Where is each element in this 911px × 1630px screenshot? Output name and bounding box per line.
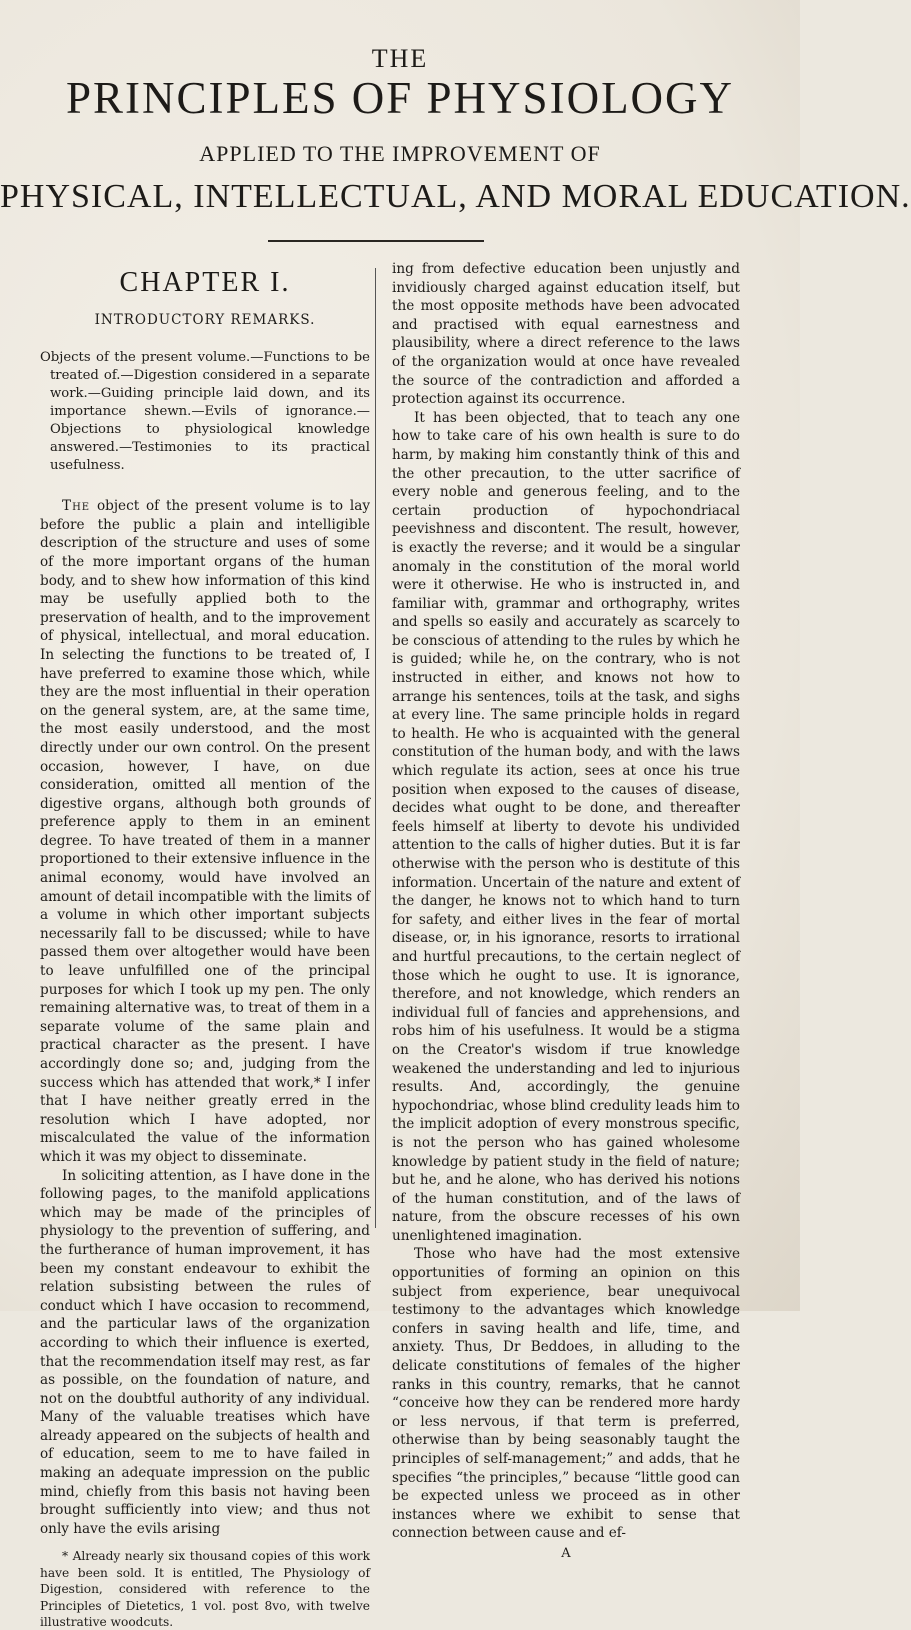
chapter-summary: Objects of the present volume.—Functions to be treated of.—Digestion considered in a separate work.—Guiding principle laid down, and its importance shewn.—Evils of ignorance.—Objections to physiological knowledge answered.—Testimonies to its practical usefulness. xyxy=(40,350,370,474)
footnote: * Already nearly six thousand copies of this work have been sold. It is entitled, The Physiology of Digestion, considered with reference to the Principles of Dietetics, 1 vol. post 8vo, with twelve illustrative woodcuts. xyxy=(40,1549,370,1630)
right-column xyxy=(392,260,740,1564)
paragraph: Those who have had the most extensive opportunities of forming an opinion on this subject from experience, bear unequivocal testimony to the advantages which knowledge confers in saving health and life, time, and anxiety. Thus, Dr Beddoes, in alluding to the delicate constitutions of females of the higher ranks in this country, remarks, that he cannot “conceive how they can be rendered more hardy or less nervous, if that term is preferred, otherwise than by being seasonably taught the principles of self-management;” and adds, that he specifies “the principles,” because “little good can be expected unless we proceed as in other instances where we exhibit to sense that connection between cause and ef- xyxy=(392,1246,740,1542)
paragraph xyxy=(40,497,370,1166)
paragraph: It has been objected, that to teach any one how to take care of his own health is sure to do harm, by making him constantly think of this and the other precaution, to the utter sacrifice of every noble and generous feeling, and to the certain production of hypochondriacal peevishness and discontent. The result, however, is exactly the reverse; and it would be a singular anomaly in the constitution of the moral world were it otherwise. He who is instructed in, and familiar with, grammar and orthography, writes and spells so easily and accurately as scarcely to be conscious of attending to the rules by which he is guided; while he, on the contrary, who is not instructed in either, and knows not how to arrange his sentences, toils at the task, and sighs at every line. The same principle holds in regard to health. He who is acquainted with the general constitution of the human body, and with the laws which regulate its action, sees at once his true position when exposed to the causes of disease, decides what ought to be done, and thereafter feels himself at liberty to devote his undivided attention to the calls of higher duties. But it is far otherwise with the person who is destitute of this information. Uncertain of the nature and extent of the danger, he knows not to which hand to turn for safety, and either lives in the fear of mortal disease, or, in his ignorance, resorts to irrational and hurtful precautions, to the certain neglect of those which he ought to use. It is ignorance, therefore, and not knowledge, which renders an individual full of fancies and apprehensions, and robs him of his usefulness. It would be a stigma on the Creator's wisdom if true knowledge weakened the understanding and led to injurious results. And, accordingly, the genuine hypochondriac, whose blind credulity leads him to the implicit adoption of every monstrous specific, is not the person who has gained wholesome knowledge by patient study in the field of nature; but he, and he alone, who has derived his notions of the human constitution, and of the laws of nature, from the obscure recesses of his own unenlightened imagination. xyxy=(392,409,740,1244)
title-applied-line: APPLIED TO THE IMPROVEMENT OF xyxy=(199,141,601,166)
chapter-heading: CHAPTER I. xyxy=(119,267,291,298)
column-divider xyxy=(375,268,376,1228)
left-column xyxy=(40,260,370,1630)
book-subtitle: PHYSICAL, INTELLECTUAL, AND MORAL EDUCATION. xyxy=(0,178,911,215)
title-rule xyxy=(268,240,484,242)
signature-mark: A xyxy=(561,1545,571,1561)
paragraph: ing from defective education been unjustly and invidiously charged against education itself, but the most opposite methods have been advocated and practised with equal earnestness and plausibility, where a direct reference to the laws of the organization would at once have revealed the source of the contradiction and afforded a protection against its occurrence. xyxy=(392,261,740,408)
section-title: INTRODUCTORY REMARKS. xyxy=(94,311,316,328)
header-the: THE xyxy=(371,44,429,73)
paragraph-lead: The xyxy=(62,498,91,515)
paragraph-text: object of the present volume is to lay before the public a plain and intelligible description of the structure and uses of some of the more important organs of the human body, and to shew how information of this kind may be usefully applied both to the preservation of health, and to the improvement of physical, intellectual, and moral education. In selecting the functions to be treated of, I have preferred to examine those which, while they are the most influential in their operation on the general system, are, at the same time, the most easily understood, and the most directly under our own control. On the present occasion, however, I have, on due consideration, omitted all mention of the digestive organs, although both grounds of preference apply to them in an eminent degree. To have treated of them in a manner proportioned to their extensive influence in the animal economy, would have involved an amount of detail incompatible with the limits of a volume in which other important subjects necessarily fall to be discussed; while to have passed them over altogether would have been to leave unfulfilled one of the principal purposes for which I took up my pen. The only remaining alternative was, to treat of them in a separate volume of the same plain and practical character as the present. I have accordingly done so; and, judging from the success which has attended that work,* I infer that I have neither greatly erred in the resolution which I have adopted, nor miscalculated the value of the information which it was my object to disseminate. xyxy=(40,498,370,1165)
book-title: PRINCIPLES OF PHYSIOLOGY xyxy=(65,73,735,123)
paragraph: In soliciting attention, as I have done in the following pages, to the manifold applications which may be made of the principles of physiology to the prevention of suffering, and the furtherance of human improvement, it has been my constant endeavour to exhibit the relation subsisting between the rules of conduct which I have occasion to recommend, and the particular laws of the organization according to which their influence is exerted, that the recommendation itself may rest, as far as possible, on the foundation of nature, and not on the doubtful authority of any individual. Many of the valuable treatises which have already appeared on the subjects of health and of education, seem to me to have failed in making an adequate impression on the public mind, chiefly from this basis not having been brought sufficiently into view; and thus not only have the evils arising xyxy=(40,1167,370,1537)
